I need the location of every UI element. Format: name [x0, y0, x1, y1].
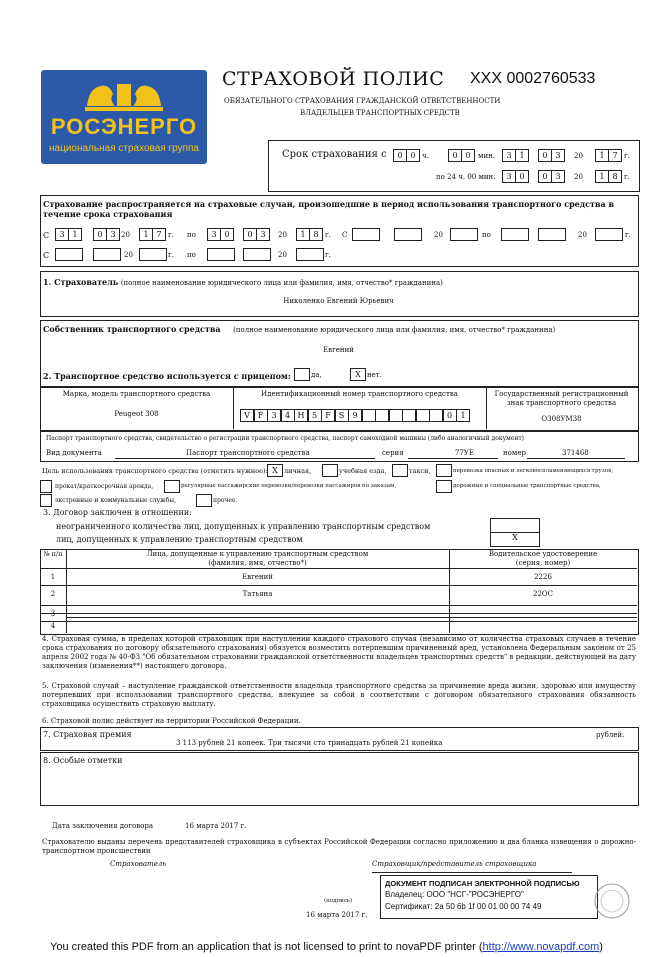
cov-empty-1 — [352, 228, 380, 241]
cov-s-2: С — [342, 231, 348, 239]
trailer-no: нет. — [367, 371, 382, 379]
cov-r2-yr2: 20 — [278, 251, 287, 259]
drivers-h-name2: (фамилия, имя, отчество*) — [208, 559, 307, 567]
logo-subtitle: национальная страховая группа — [49, 143, 199, 154]
contract-limited: лиц, допущенных к управлению транспортным средством — [56, 535, 303, 544]
driver-1-lic: 2226 — [534, 573, 552, 581]
purpose-dangerous: перевозка опасных и легковоспламеняющихся грузов, — [453, 468, 613, 474]
vin-cell-11 — [375, 409, 389, 422]
lions-emblem-icon — [79, 76, 169, 114]
contract-unlimited-box[interactable] — [490, 518, 540, 533]
term-yr: 20 — [574, 152, 583, 160]
cov-empty-5 — [538, 228, 566, 241]
notes-box — [40, 752, 639, 806]
coverage-s: С — [43, 231, 50, 240]
term-to-label: по 24 ч. 00 мин. — [436, 173, 496, 181]
vin-cell-13 — [402, 409, 416, 422]
company-logo — [41, 70, 207, 164]
purpose-special: дорожные и специальные транспортные средства, — [453, 483, 601, 489]
passport-series: 77УЕ — [455, 449, 475, 457]
header-subtitle-1: ОБЯЗАТЕЛЬНОГО СТРАХОВАНИЯ ГРАЖДАНСКОЙ ОТВЕТСТВЕННОСТИ — [224, 97, 501, 105]
cov-yr-2: 20 — [278, 231, 287, 239]
term-end-mo1: 0 — [538, 170, 552, 183]
vin-cell-8: S — [335, 409, 349, 422]
vin-cell-7: F — [321, 409, 335, 422]
drivers-h-name: Лица, допущенные к управлению транспортным средством — [146, 550, 369, 558]
cov-po: по — [187, 231, 196, 239]
sign-insured: Страхователь — [110, 860, 167, 868]
cov-r2-yr: 20 — [124, 251, 133, 259]
vehicle-reg: О308УМ38 — [541, 415, 582, 423]
term-start-mo2: 3 — [551, 149, 565, 162]
cov-empty-2 — [394, 228, 422, 241]
cov-from-mo2: 3 — [106, 228, 120, 241]
passport-type-label: Вид документа — [46, 449, 102, 457]
term-start-m1: 0 — [448, 149, 462, 162]
term-yr-2: 20 — [574, 173, 583, 181]
purpose-personal-checkbox[interactable]: X — [267, 464, 283, 477]
purpose-regular-checkbox[interactable] — [164, 480, 180, 493]
vehicle-make: Peugeot 308 — [114, 410, 159, 418]
term-min: мин. — [478, 152, 496, 160]
vehicle-reg-label: Государственный регистрационный знак транспортного средства — [494, 390, 629, 407]
cov-empty-4 — [501, 228, 529, 241]
vin-cell-16: 0 — [443, 409, 457, 422]
seal-icon — [590, 875, 630, 925]
term-start-d2: 1 — [515, 149, 529, 162]
drivers-h-lic: Водительское удостоверение — [488, 550, 598, 558]
policy-title: СТРАХОВОЙ ПОЛИС — [222, 68, 445, 90]
drivers-row-line-4 — [40, 621, 637, 622]
driver-2-lic: 22ОС — [532, 590, 553, 598]
drivers-row-line-2 — [40, 605, 637, 606]
drivers-h-num: № п/п — [43, 550, 63, 558]
passport-num-line — [527, 458, 625, 459]
vin-cell-3: 3 — [267, 409, 281, 422]
purpose-rental: прокат/краткосрочная аренда, — [55, 483, 154, 490]
vin-cell-10 — [362, 409, 376, 422]
driver-1-name: Евгений — [242, 573, 273, 581]
term-g: г. — [624, 152, 630, 160]
term-end-mo2: 3 — [551, 170, 565, 183]
purpose-special-checkbox[interactable] — [436, 480, 452, 493]
driver-1-num: 1 — [50, 573, 56, 581]
term-end-y2: 8 — [608, 170, 622, 183]
stamp-line-3: Сертификат: 2а 50 6b 1f 00 01 00 00 74 49 — [385, 902, 542, 911]
insurer-hint: (полное наименование юридического лица или фамилия, имя, отчество* гражданина) — [120, 279, 443, 287]
term-start-mo1: 0 — [538, 149, 552, 162]
drivers-header-line — [40, 568, 637, 569]
policy-number: XXX 0002760533 — [470, 70, 596, 87]
stamp-line-1: ДОКУМЕНТ ПОДПИСАН ЭЛЕКТРОННОЙ ПОДПИСЬЮ — [385, 879, 580, 888]
vin-cell-2: F — [254, 409, 268, 422]
footer-link[interactable]: http://www.novapdf.com — [482, 941, 600, 953]
insurer-label: 1. Страхователь — [43, 277, 119, 287]
vehicle-make-label: Марка, модель транспортного средства — [62, 390, 211, 398]
cov-r2-3 — [139, 248, 167, 261]
purpose-other: прочее. — [213, 497, 238, 504]
purpose-taxi-checkbox[interactable] — [392, 464, 408, 477]
stamp-line-2: Владелец: ООО "НСГ-"РОСЭНЕРГО" — [385, 890, 524, 899]
novapdf-footer — [0, 941, 653, 953]
passport-type-line — [115, 458, 375, 459]
contract-unlimited: неограниченного количества лиц, допущенных к управлению транспортным средством — [56, 522, 431, 531]
vin-cell-5: H — [294, 409, 308, 422]
driver-2-name: Татьяна — [242, 590, 273, 598]
footer-text: You created this PDF from an application that is not licensed to print to novaPDF printer ( — [50, 941, 483, 953]
term-end-d2: 0 — [515, 170, 529, 183]
insurer-value: Николенко Евгений Юрьевич — [283, 297, 394, 305]
cov-g: г. — [168, 231, 174, 239]
cov-r2-1 — [55, 248, 83, 261]
term-h: ч. — [422, 152, 429, 160]
vin-cell-15 — [429, 409, 443, 422]
cov-from-d2: 1 — [68, 228, 82, 241]
passport-series-label: серия — [382, 449, 404, 457]
purpose-rental-checkbox[interactable] — [40, 480, 52, 493]
trailer-no-checkbox[interactable]: X — [350, 368, 366, 381]
electronic-signature-stamp — [380, 875, 598, 919]
paragraph-6: 6. Страховой полис действует на территории Российской Федерации. — [42, 717, 301, 725]
footer-close: ) — [599, 941, 603, 953]
contract-label: 3. Договор заключен в отношении: — [43, 508, 192, 517]
premium-value: 3 113 рублей 21 копеек. Три тысячи сто тринадцать рублей 21 копейка — [176, 739, 443, 747]
purpose-emergency-checkbox[interactable] — [40, 494, 52, 507]
purpose-emergency: экстренные и коммунальные службы, — [55, 497, 176, 504]
vehicle-vin-label: Идентификационный номер транспортного средства — [261, 390, 458, 398]
premium-unit: рублей. — [596, 731, 625, 739]
passport-num: 371468 — [562, 449, 589, 457]
purpose-taxi: такси, — [409, 467, 431, 475]
cov-r2-g: г. — [168, 251, 174, 259]
cov-g-3: г. — [625, 231, 631, 239]
term-start-y1: 1 — [595, 149, 609, 162]
header-subtitle-2: ВЛАДЕЛЬЦЕВ ТРАНСПОРТНЫХ СРЕДСТВ — [300, 109, 460, 117]
purpose-training-checkbox[interactable] — [322, 464, 338, 477]
sign-date: 16 марта 2017 г. — [306, 911, 368, 919]
term-box — [268, 140, 640, 192]
passport-type: Паспорт транспортного средства — [186, 449, 310, 457]
coverage-text: Страхование распространяется на страховые случаи, произошедшие в период использования транспортного средства в течение срока страхования — [43, 199, 615, 219]
logo-brand: РОСЭНЕРГО — [50, 114, 198, 139]
cov-r2-4 — [207, 248, 235, 261]
cov-to-d2: 0 — [220, 228, 234, 241]
sign-podpis: (подпись) — [324, 898, 353, 904]
term-end-y1: 1 — [595, 170, 609, 183]
vin-cell-17: 1 — [456, 409, 470, 422]
term-g-2: г. — [624, 173, 630, 181]
issued-note: Страхователю выданы перечень представителей страховщика в субъектах Российской Федерации согласно приложению и два бланка извещения о дорожно-транспортном происшествии — [42, 838, 636, 855]
term-end-d1: 3 — [502, 170, 516, 183]
cov-r2-6 — [296, 248, 324, 261]
contract-limited-box[interactable]: X — [490, 532, 540, 547]
driver-2-num: 2 — [50, 590, 56, 598]
paragraph-5: 5. Страховой случай – наступление гражданской ответственности владельца транспортного средства за причинение вреда жизни, здоровью или имуществу потерпевших при использовании транспортного средства, влекущее за собой в соответствии с договором обязательного страхования обязанность страховщика осуществить страховую выплату. — [42, 682, 636, 708]
term-start-h1: 0 — [393, 149, 407, 162]
coverage-s-row2: С — [43, 251, 50, 260]
cov-to-d1: 3 — [207, 228, 221, 241]
trailer-label: 2. Транспортное средство используется с прицепом: — [43, 371, 291, 381]
cov-g-2: г. — [325, 231, 331, 239]
term-start-m2: 0 — [461, 149, 475, 162]
purpose-personal: личная, — [284, 467, 312, 475]
sign-line — [372, 872, 572, 873]
purpose-dangerous-checkbox[interactable] — [436, 464, 452, 477]
passport-series-line — [408, 458, 498, 459]
cov-from-mo1: 0 — [93, 228, 107, 241]
vin-cell-14 — [416, 409, 430, 422]
drivers-row-line-1 — [40, 585, 637, 586]
term-start-h2: 0 — [406, 149, 420, 162]
cov-yr-3: 20 — [434, 231, 443, 239]
cov-to-y1: 1 — [296, 228, 310, 241]
cov-from-y2: 7 — [152, 228, 166, 241]
premium-label: 7. Страховая премия — [43, 730, 132, 739]
cov-empty-3 — [450, 228, 478, 241]
vin-cell-9: 9 — [348, 409, 362, 422]
drivers-h-lic2: (серия, номер) — [515, 559, 571, 567]
cov-g-po: по — [482, 231, 491, 239]
driver-3-num: 3 — [50, 610, 56, 618]
passport-num-label: номер — [503, 449, 526, 457]
cov-from-d1: 3 — [55, 228, 69, 241]
purpose-training: учебная езда, — [339, 467, 387, 475]
purpose-regular: регулярные пассажирские перевозки/перевозки пассажиров по заказам, — [181, 483, 397, 489]
term-start-y2: 7 — [608, 149, 622, 162]
drivers-row-line-3 — [40, 613, 637, 614]
date-value: 16 марта 2017 г. — [185, 822, 247, 830]
cov-yr-4: 20 — [578, 231, 587, 239]
cov-to-y2: 8 — [309, 228, 323, 241]
term-label: Срок страхования с — [282, 149, 387, 160]
cov-to-mo1: 0 — [243, 228, 257, 241]
paragraph-4: 4. Страховая сумма, в пределах которой страховщик при наступлении каждого страхового случая (независимо от количества страховых случаев в течение срока страхования по договору обязательного страхования) обязуется возместить потерпевшим причиненный вред, установлена Федеральным законом от 25 апреля 2002 года № 40-ФЗ "Об обязательном страховании гражданской ответственности владельцев транспортных средств" в редакции, действующей на дату заключения (изменения**) настоящего договора. — [42, 635, 636, 670]
cov-empty-6 — [595, 228, 623, 241]
cov-r2-2 — [93, 248, 121, 261]
owner-hint: (полное наименование юридического лица или фамилия, имя, отчество* гражданина) — [233, 326, 556, 334]
cov-r2-g2: г. — [325, 251, 331, 259]
sign-insurer: Страховщик/представитель страховщика — [372, 860, 537, 868]
cov-r2-5 — [243, 248, 271, 261]
owner-value: Евгений — [323, 346, 354, 354]
driver-4-num: 4 — [50, 622, 56, 630]
vin-cell-4: 4 — [281, 409, 295, 422]
term-start-d1: 3 — [502, 149, 516, 162]
drivers-row-line-3b — [66, 617, 637, 618]
owner-label: Собственник транспортного средства — [43, 324, 221, 334]
purpose-label: Цель использования транспортного средства (отметить нужное): — [42, 467, 268, 475]
cov-r2-po: по — [187, 251, 196, 259]
trailer-yes: да, — [311, 371, 322, 379]
vin-cell-12 — [389, 409, 403, 422]
cov-yr: 20 — [121, 231, 130, 239]
vin-cell-1: V — [240, 409, 254, 422]
cov-from-y1: 1 — [139, 228, 153, 241]
passport-text: Паспорт транспортного средства, свидетельство о регистрации транспортного средства, паспорт самоходной машины (либо аналогичный документ) — [46, 435, 525, 442]
purpose-other-checkbox[interactable] — [196, 494, 212, 507]
vin-cell-6: 5 — [308, 409, 322, 422]
date-label: Дата заключения договора — [52, 822, 154, 830]
cov-to-mo2: 3 — [256, 228, 270, 241]
trailer-yes-checkbox[interactable] — [294, 368, 310, 381]
notes-label: 8. Особые отметки — [43, 756, 123, 765]
